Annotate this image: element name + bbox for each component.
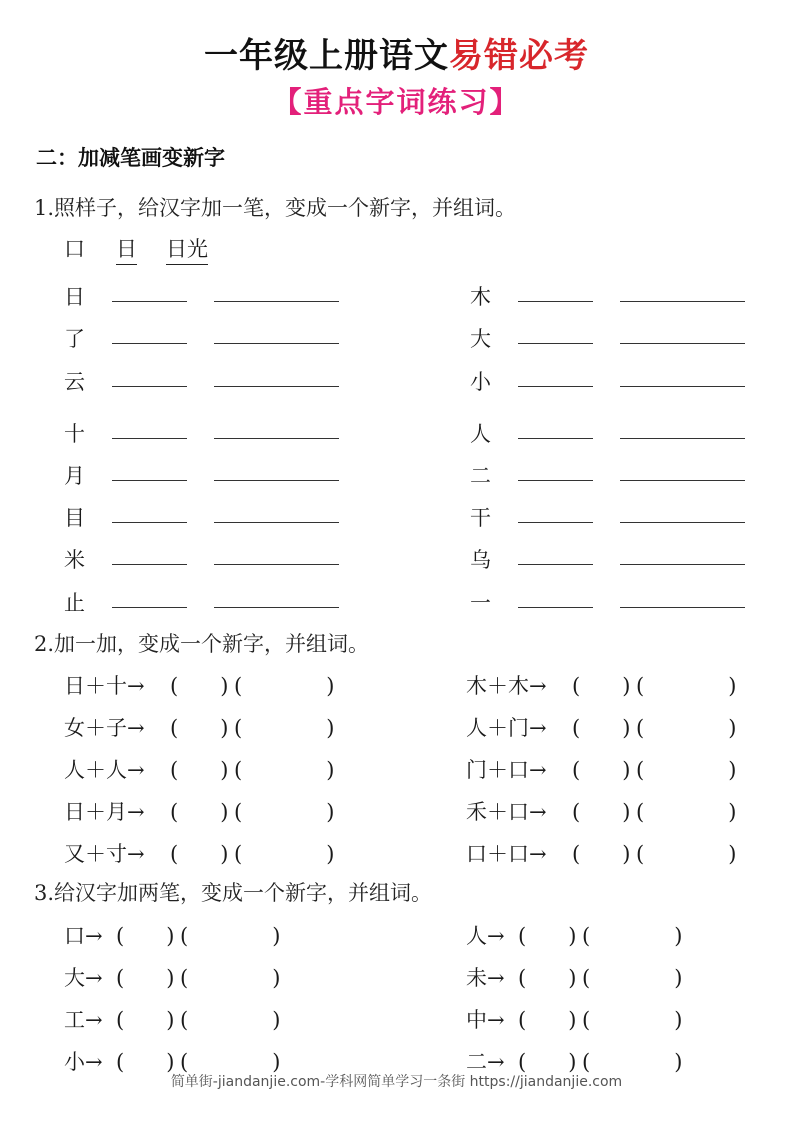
- answer-char-parens[interactable]: ( ): [116, 924, 175, 948]
- base-char: 人: [470, 422, 491, 446]
- answer-word-parens[interactable]: ( ): [234, 758, 335, 782]
- equation: 口＋口→: [466, 842, 547, 866]
- answer-char-parens[interactable]: ( ): [170, 716, 229, 740]
- answer-char-parens[interactable]: ( ): [170, 842, 229, 866]
- equation: 门＋口→: [466, 758, 547, 782]
- char-blank[interactable]: [112, 564, 187, 565]
- answer-word-parens[interactable]: ( ): [582, 1008, 683, 1032]
- example-word: 日光: [166, 233, 208, 265]
- footer-watermark: 简单街-jiandanjie.com-学科网简单学习一条街 https://jiandanjie.com: [170, 1074, 623, 1090]
- base-char: 二→: [466, 1050, 505, 1074]
- answer-char-parens[interactable]: ( ): [116, 1008, 175, 1032]
- word-blank[interactable]: [620, 607, 745, 608]
- base-char: 了: [64, 327, 85, 351]
- answer-word-parens[interactable]: ( ): [582, 1050, 683, 1074]
- word-blank[interactable]: [620, 564, 745, 565]
- word-blank[interactable]: [620, 386, 745, 387]
- q3-left-item: [64, 962, 281, 992]
- base-char: 乌: [470, 548, 491, 572]
- equation: 人＋人→: [64, 758, 145, 782]
- answer-word-parens[interactable]: ( ): [234, 674, 335, 698]
- answer-word-parens[interactable]: ( ): [582, 966, 683, 990]
- char-blank[interactable]: [518, 301, 593, 302]
- equation: 人＋门→: [466, 716, 547, 740]
- q2-right-item: [466, 670, 737, 700]
- equation: 女＋子→: [64, 716, 145, 740]
- q2-right-item: [466, 754, 737, 784]
- word-blank[interactable]: [214, 564, 339, 565]
- base-char: 日: [64, 285, 85, 309]
- base-char: 云: [64, 370, 85, 394]
- example-answer-char: 日: [116, 233, 137, 265]
- q2-left-item: [64, 838, 335, 868]
- q2-right-item: [466, 838, 737, 868]
- base-char: 未→: [466, 966, 505, 990]
- answer-char-parens[interactable]: ( ): [572, 674, 631, 698]
- base-char: 米: [64, 548, 85, 572]
- char-blank[interactable]: [112, 386, 187, 387]
- q2-left-item: [64, 712, 335, 742]
- char-blank[interactable]: [112, 480, 187, 481]
- answer-word-parens[interactable]: ( ): [234, 716, 335, 740]
- example-base-char: 口: [64, 237, 85, 261]
- base-char: 人→: [466, 924, 505, 948]
- equation: 禾＋口→: [466, 800, 547, 824]
- char-blank[interactable]: [518, 480, 593, 481]
- base-char: 大→: [64, 966, 103, 990]
- q3-right-item: [466, 962, 683, 992]
- answer-char-parens[interactable]: ( ): [518, 1008, 577, 1032]
- char-blank[interactable]: [112, 301, 187, 302]
- answer-word-parens[interactable]: ( ): [636, 758, 737, 782]
- base-char: 目: [64, 506, 85, 530]
- answer-char-parens[interactable]: ( ): [518, 966, 577, 990]
- page-subtitle: 【重点字词练习】: [272, 85, 521, 119]
- base-char: 干: [470, 506, 491, 530]
- base-char: 大: [470, 327, 491, 351]
- word-blank[interactable]: [214, 522, 339, 523]
- answer-word-parens[interactable]: ( ): [180, 1050, 281, 1074]
- equation: 日＋十→: [64, 674, 145, 698]
- base-char: 口→: [64, 924, 103, 948]
- char-blank[interactable]: [112, 438, 187, 439]
- word-blank[interactable]: [620, 301, 745, 302]
- base-char: 小→: [64, 1050, 103, 1074]
- word-blank[interactable]: [620, 343, 745, 344]
- page-title: [0, 34, 793, 78]
- answer-word-parens[interactable]: ( ): [234, 842, 335, 866]
- char-blank[interactable]: [518, 522, 593, 523]
- answer-char-parens[interactable]: ( ): [116, 1050, 175, 1074]
- char-blank[interactable]: [112, 607, 187, 608]
- equation: 日＋月→: [64, 800, 145, 824]
- base-char: 木: [470, 285, 491, 309]
- word-blank[interactable]: [214, 438, 339, 439]
- answer-word-parens[interactable]: ( ): [180, 966, 281, 990]
- q3-left-item: [64, 1004, 281, 1034]
- answer-word-parens[interactable]: ( ): [234, 800, 335, 824]
- q2-left-item: [64, 796, 335, 826]
- base-char: 工→: [64, 1008, 103, 1032]
- q3-title: 3.给汉字加两笔，变成一个新字，并组词。: [34, 881, 433, 905]
- answer-word-parens[interactable]: ( ): [636, 716, 737, 740]
- word-blank[interactable]: [214, 386, 339, 387]
- title-main: 一年级上册语文: [204, 36, 449, 76]
- base-char: 月: [64, 464, 85, 488]
- q3-right-item: [466, 1004, 683, 1034]
- q2-left-item: [64, 670, 335, 700]
- answer-word-parens[interactable]: ( ): [582, 924, 683, 948]
- word-blank[interactable]: [620, 522, 745, 523]
- char-blank[interactable]: [518, 438, 593, 439]
- q2-title: 2.加一加，变成一个新字，并组词。: [34, 632, 370, 656]
- q3-left-item: [64, 920, 281, 950]
- base-char: 中→: [466, 1008, 505, 1032]
- char-blank[interactable]: [112, 343, 187, 344]
- answer-char-parens[interactable]: ( ): [572, 800, 631, 824]
- q3-right-item: [466, 920, 683, 950]
- answer-word-parens[interactable]: ( ): [180, 1008, 281, 1032]
- answer-char-parens[interactable]: ( ): [170, 674, 229, 698]
- char-blank[interactable]: [518, 386, 593, 387]
- equation: 木＋木→: [466, 674, 547, 698]
- answer-char-parens[interactable]: ( ): [572, 758, 631, 782]
- answer-char-parens[interactable]: ( ): [572, 842, 631, 866]
- q2-left-item: [64, 754, 335, 784]
- word-blank[interactable]: [214, 480, 339, 481]
- answer-word-parens[interactable]: ( ): [636, 800, 737, 824]
- section-heading: 二：加减笔画变新字: [36, 146, 225, 170]
- word-blank[interactable]: [620, 480, 745, 481]
- char-blank[interactable]: [112, 522, 187, 523]
- q1-title: 1.照样子，给汉字加一笔，变成一个新字，并组词。: [34, 196, 517, 220]
- q2-right-item: [466, 712, 737, 742]
- base-char: 十: [64, 422, 85, 446]
- answer-char-parens[interactable]: ( ): [170, 758, 229, 782]
- q2-right-item: [466, 796, 737, 826]
- answer-char-parens[interactable]: ( ): [116, 966, 175, 990]
- answer-char-parens[interactable]: ( ): [170, 800, 229, 824]
- word-blank[interactable]: [214, 301, 339, 302]
- word-blank[interactable]: [620, 438, 745, 439]
- answer-word-parens[interactable]: ( ): [636, 842, 737, 866]
- base-char: 止: [64, 591, 85, 615]
- char-blank[interactable]: [518, 343, 593, 344]
- title-highlight: 易错必考: [449, 36, 589, 76]
- answer-char-parens[interactable]: ( ): [572, 716, 631, 740]
- word-blank[interactable]: [214, 343, 339, 344]
- base-char: 小: [470, 370, 491, 394]
- base-char: 一: [470, 591, 491, 615]
- char-blank[interactable]: [518, 564, 593, 565]
- base-char: 二: [470, 464, 491, 488]
- answer-char-parens[interactable]: ( ): [518, 1050, 577, 1074]
- answer-word-parens[interactable]: ( ): [636, 674, 737, 698]
- answer-word-parens[interactable]: ( ): [180, 924, 281, 948]
- equation: 又＋寸→: [64, 842, 145, 866]
- answer-char-parens[interactable]: ( ): [518, 924, 577, 948]
- word-blank[interactable]: [214, 607, 339, 608]
- char-blank[interactable]: [518, 607, 593, 608]
